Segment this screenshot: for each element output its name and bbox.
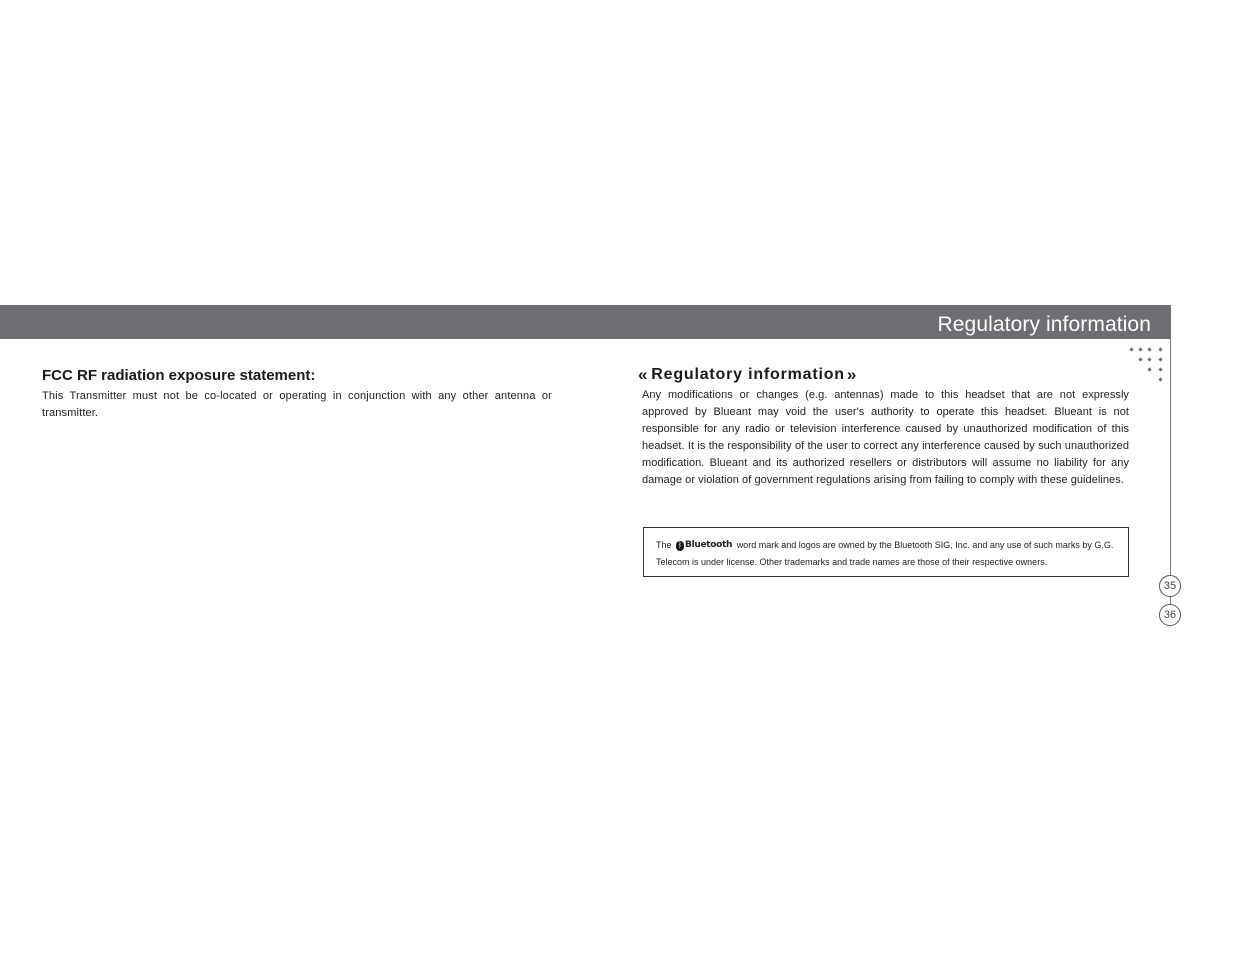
regulatory-body: Any modifications or changes (e.g. antennas) made to this headset that are not expressly approved by Blueant may void the user's authority to operate this headset. Blueant is not responsible for any radio or television interference caused by unauthorized modification of this headset. It is the responsibility of the user to correct any interference caused by such unauthorized modification. Blueant and its authorized resellers or distributors will assume no liability for any damage or violation of government regulations arising from failing to comply with these guidelines. — [642, 389, 1129, 486]
right-column — [638, 365, 1129, 488]
left-column — [42, 367, 552, 421]
bluetooth-rune-icon: ᛒ — [677, 541, 683, 549]
fcc-heading: FCC RF radiation exposure statement: — [42, 367, 316, 384]
trademark-notice-box — [643, 527, 1129, 577]
header-title: Regulatory information — [937, 313, 1151, 336]
regulatory-heading — [638, 365, 1129, 385]
page-number-36: 36 — [1159, 604, 1181, 626]
fcc-statement: This Transmitter must not be co-located or operating in conjunction with any other antenna or transmitter. — [42, 390, 552, 419]
page-number-35: 35 — [1159, 575, 1181, 597]
bluetooth-logo — [676, 537, 732, 554]
header-bar — [0, 305, 1171, 339]
trademark-notice — [656, 537, 1118, 571]
bluetooth-wordmark: Bluetooth — [685, 540, 733, 551]
left-bracket-icon: « — [638, 365, 649, 384]
right-margin-rule — [1170, 339, 1171, 586]
trademark-prefix: The — [656, 540, 672, 550]
regulatory-heading-text: Regulatory information — [651, 366, 845, 383]
trademark-suffix: word mark and logos are owned by the Bluetooth SIG, Inc. and any use of such marks by G.G. Telecom is under license. Other trademarks and trade names are those of their respective owners. — [656, 540, 1114, 568]
decorative-dots — [1126, 344, 1170, 386]
right-bracket-icon: » — [846, 365, 858, 384]
